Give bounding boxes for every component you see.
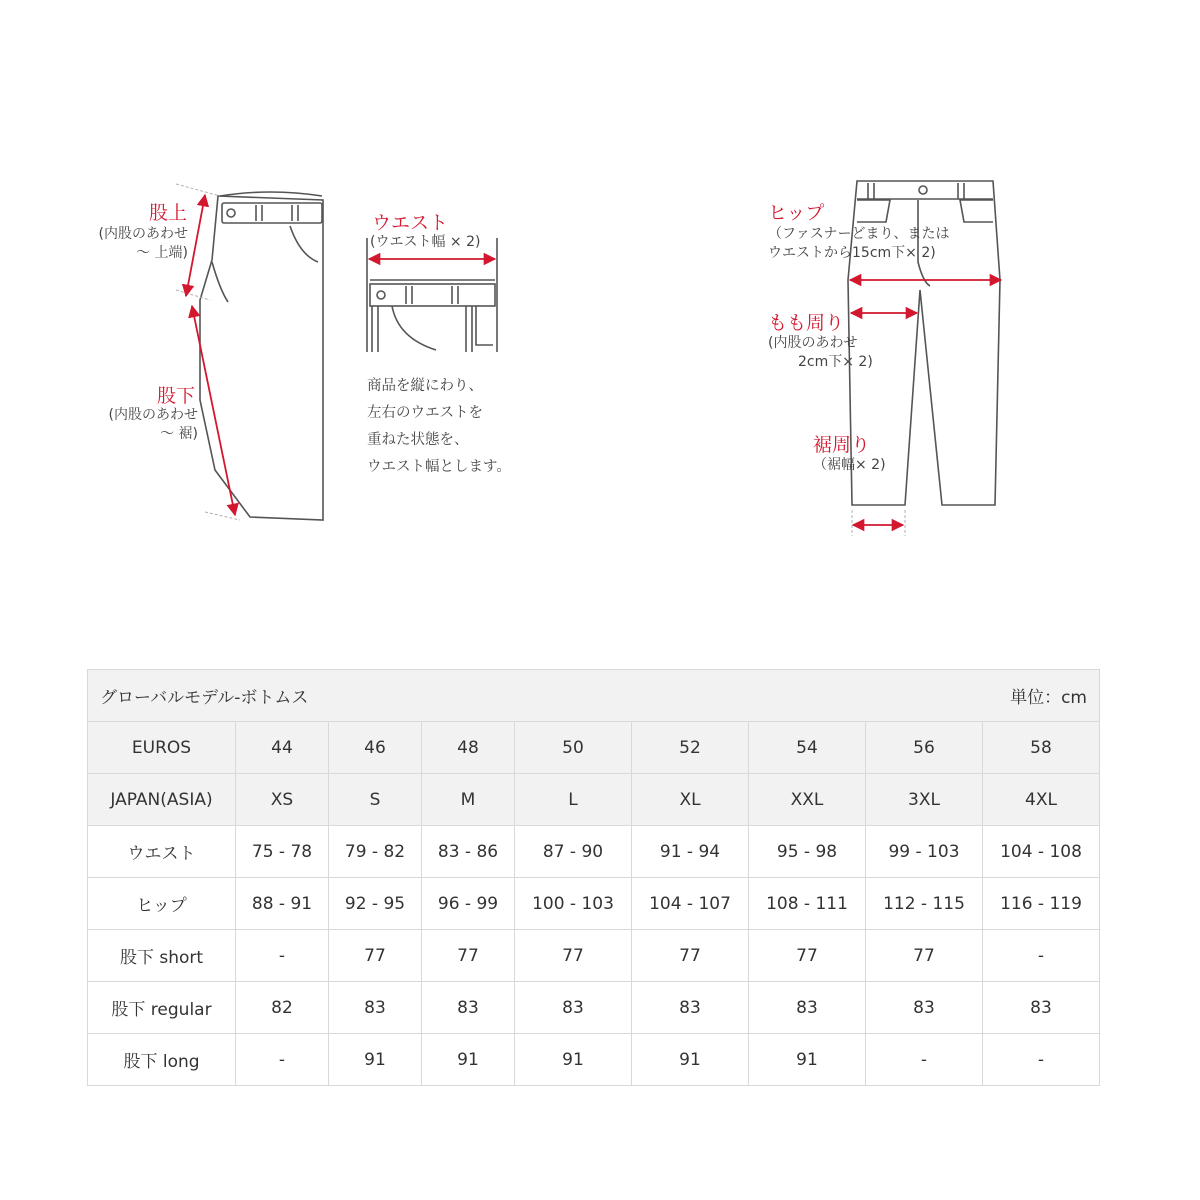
table-row — [88, 722, 1100, 774]
thigh-note-line: (内股のあわせ — [768, 335, 858, 351]
table-cell: 91 — [329, 1034, 422, 1086]
table-row — [88, 826, 1100, 878]
table-cell: 77 — [329, 930, 422, 982]
table-cell: 83 - 86 — [422, 826, 515, 878]
table-cell: XL — [632, 774, 749, 826]
table-cell: 79 - 82 — [329, 826, 422, 878]
hip-note — [768, 225, 949, 263]
waist-description — [367, 373, 511, 481]
table-cell: 48 — [422, 722, 515, 774]
table-cell: 92 - 95 — [329, 878, 422, 930]
table-cell: 100 - 103 — [515, 878, 632, 930]
inseam-label: 股下 — [157, 385, 196, 407]
thigh-note-line: 2cm下× 2) — [798, 354, 873, 370]
table-row — [88, 1034, 1100, 1086]
row-header: EUROS — [88, 722, 236, 774]
table-cell: XXL — [749, 774, 866, 826]
rise-note-line: ～ 上端) — [136, 245, 188, 261]
row-header: ウエスト — [88, 826, 236, 878]
waist-detail — [367, 238, 497, 352]
waist-note: (ウエスト幅 × 2) — [370, 234, 481, 250]
table-cell: - — [236, 1034, 329, 1086]
table-title: グローバルモデル-ボトムス — [100, 688, 309, 708]
waist-label: ウエスト — [372, 212, 449, 234]
table-cell: 77 — [866, 930, 983, 982]
table-cell: 96 - 99 — [422, 878, 515, 930]
table-cell: 91 — [422, 1034, 515, 1086]
table-cell: - — [983, 1034, 1100, 1086]
description-line: 重ねた状態を、 — [367, 432, 469, 448]
table-cell: 112 - 115 — [866, 878, 983, 930]
row-header: 股下 regular — [88, 982, 236, 1034]
rise-note — [99, 225, 188, 263]
hem-label: 裾周り — [813, 434, 871, 456]
table-cell: 50 — [515, 722, 632, 774]
table-caption — [88, 670, 1100, 722]
inseam-note-line: (内股のあわせ — [108, 407, 198, 423]
size-table — [87, 669, 1100, 1086]
table-cell: 91 — [632, 1034, 749, 1086]
table-cell: 3XL — [866, 774, 983, 826]
rise-label: 股上 — [149, 202, 188, 224]
description-line: 左右のウエストを — [367, 405, 483, 421]
front-view-arrows — [850, 280, 1001, 525]
thigh-label: もも周り — [768, 312, 845, 334]
row-header: 股下 short — [88, 930, 236, 982]
table-unit: 単位：cm — [1010, 688, 1087, 708]
table-cell: 52 — [632, 722, 749, 774]
front-view-guides — [852, 510, 905, 536]
table-row — [88, 774, 1100, 826]
table-cell: 82 — [236, 982, 329, 1034]
row-header: 股下 long — [88, 1034, 236, 1086]
hip-label: ヒップ — [768, 202, 825, 224]
side-view-pants — [200, 192, 323, 520]
table-cell: 104 - 107 — [632, 878, 749, 930]
hip-note-line: （ファスナーどまり、または — [768, 226, 950, 242]
table-cell: 4XL — [983, 774, 1100, 826]
table-cell: 44 — [236, 722, 329, 774]
table-cell: 95 - 98 — [749, 826, 866, 878]
table-cell: 77 — [749, 930, 866, 982]
table-cell: 77 — [422, 930, 515, 982]
table-cell: 88 - 91 — [236, 878, 329, 930]
table-row — [88, 878, 1100, 930]
table-cell: - — [983, 930, 1100, 982]
table-row — [88, 982, 1100, 1034]
table-cell: 77 — [515, 930, 632, 982]
table-cell: 91 - 94 — [632, 826, 749, 878]
description-line: ウエスト幅とします。 — [367, 459, 511, 475]
hem-note: （裾幅× 2) — [813, 457, 886, 473]
side-view-arrows — [186, 195, 235, 515]
table-cell: XS — [236, 774, 329, 826]
table-cell: 77 — [632, 930, 749, 982]
table-cell: 83 — [515, 982, 632, 1034]
inseam-note — [109, 406, 198, 444]
table-cell: 54 — [749, 722, 866, 774]
table-cell: - — [866, 1034, 983, 1086]
table-row — [88, 930, 1100, 982]
table-cell: 58 — [983, 722, 1100, 774]
table-cell: 99 - 103 — [866, 826, 983, 878]
table-cell: 75 - 78 — [236, 826, 329, 878]
inseam-note-line: ～ 裾) — [160, 426, 198, 442]
table-cell: 108 - 111 — [749, 878, 866, 930]
rise-note-line: (内股のあわせ — [98, 226, 188, 242]
table-cell: 91 — [749, 1034, 866, 1086]
table-cell: 104 - 108 — [983, 826, 1100, 878]
table-cell: 83 — [329, 982, 422, 1034]
table-cell: 83 — [422, 982, 515, 1034]
table-cell: - — [236, 930, 329, 982]
table-cell: 56 — [866, 722, 983, 774]
table-cell: 83 — [749, 982, 866, 1034]
table-cell: 83 — [866, 982, 983, 1034]
table-cell: 116 - 119 — [983, 878, 1100, 930]
table-cell: S — [329, 774, 422, 826]
table-cell: 87 - 90 — [515, 826, 632, 878]
table-cell: L — [515, 774, 632, 826]
table-cell: 91 — [515, 1034, 632, 1086]
hip-note-line: ウエストから15cm下× 2) — [768, 245, 936, 261]
table-cell: M — [422, 774, 515, 826]
row-header: JAPAN(ASIA) — [88, 774, 236, 826]
description-line: 商品を縦にわり、 — [367, 378, 483, 394]
table-cell: 46 — [329, 722, 422, 774]
thigh-note — [768, 334, 873, 372]
row-header: ヒップ — [88, 878, 236, 930]
table-cell: 83 — [632, 982, 749, 1034]
table-cell: 83 — [983, 982, 1100, 1034]
